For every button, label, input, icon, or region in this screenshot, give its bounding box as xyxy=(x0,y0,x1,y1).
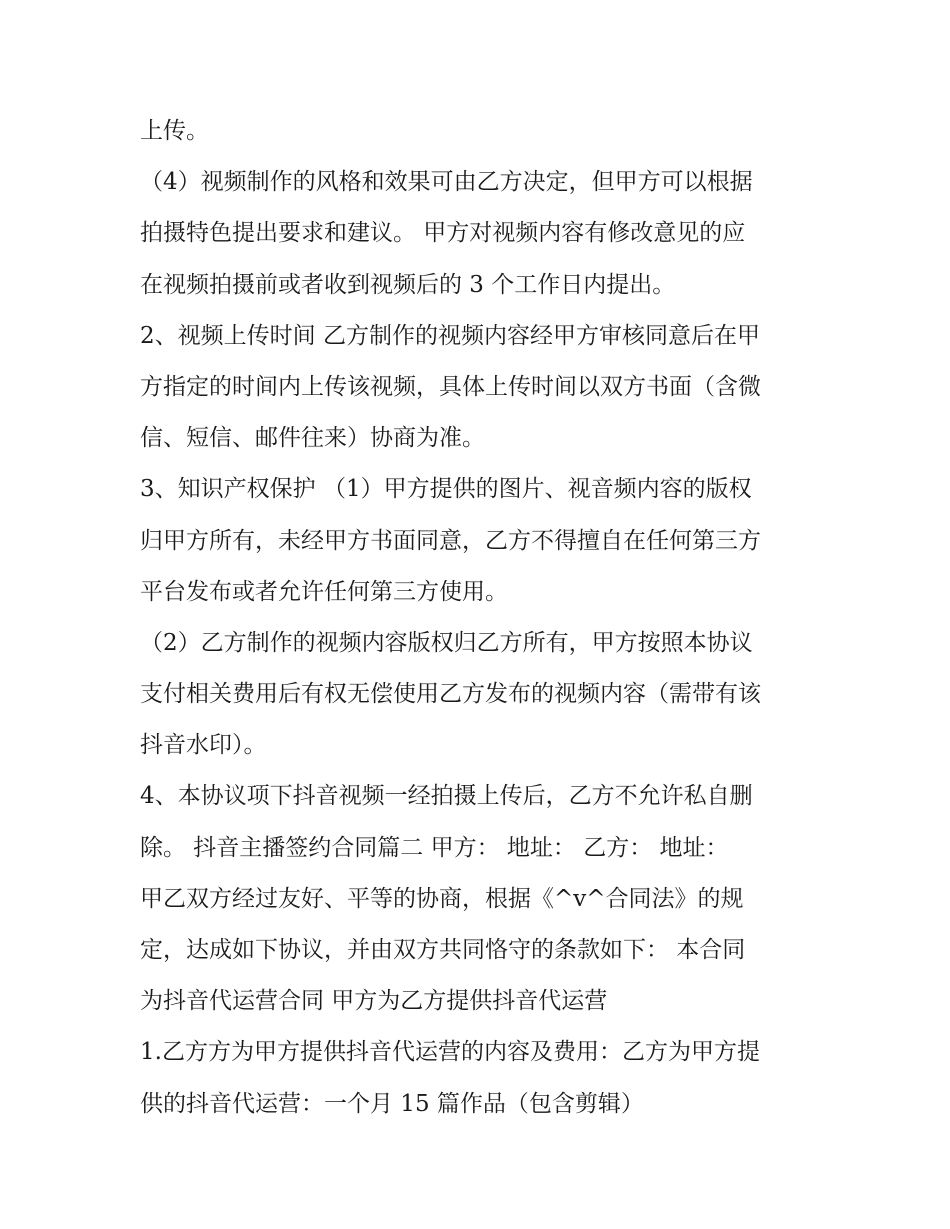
text-line: 定，达成如下协议，并由双方共同恪守的条款如下： 本合同 xyxy=(140,937,746,963)
text-line: 方指定的时间内上传该视频，具体上传时间以双方书面（含微 xyxy=(140,373,761,400)
text-line: 供的抖音代运营：一个月 15 篇作品（包含剪辑） xyxy=(140,1090,644,1117)
text-line: 为抖音代运营合同 甲方为乙方提供抖音代运营 xyxy=(140,988,608,1015)
text-line: 甲乙双方经过友好、平等的协商，根据《^v^合同法》的规 xyxy=(140,885,744,912)
text-line: 4、本协议项下抖音视频一经拍摄上传后，乙方不允许私自删 xyxy=(140,783,753,810)
text-line: 3、知识产权保护 （1）甲方提供的图片、视音频内容的版权 xyxy=(140,476,752,503)
document-body xyxy=(140,106,820,1130)
text-line: 抖音水印）。 xyxy=(140,732,267,759)
text-line: 拍摄特色提出要求和建议。 甲方对视频内容有修改意见的应 xyxy=(140,220,746,247)
text-line: 1.乙方方为甲方提供抖音代运营的内容及费用：乙方为甲方提 xyxy=(140,1039,760,1066)
text-line: 平台发布或者允许任何第三方使用。 xyxy=(140,578,508,605)
text-line: 在视频拍摄前或者收到视频后的 3 个工作日内提出。 xyxy=(140,271,676,298)
text-line: 支付相关费用后有权无偿使用乙方发布的视频内容（需带有该 xyxy=(140,681,761,708)
text-line: 除。 抖音主播签约合同篇二 甲方： 地址： 乙方： 地址： xyxy=(140,834,729,861)
text-line: （2）乙方制作的视频内容版权归乙方所有，甲方按照本协议 xyxy=(140,629,753,656)
text-line: 上传。 xyxy=(140,118,209,144)
text-line: （4）视频制作的风格和效果可由乙方决定，但甲方可以根据 xyxy=(140,169,753,196)
text-line: 2、视频上传时间 乙方制作的视频内容经甲方审核同意后在甲 xyxy=(140,322,760,349)
text-line: 归甲方所有，未经甲方书面同意，乙方不得擅自在任何第三方 xyxy=(140,527,761,554)
text-line: 信、短信、邮件往来）协商为准。 xyxy=(140,425,485,452)
